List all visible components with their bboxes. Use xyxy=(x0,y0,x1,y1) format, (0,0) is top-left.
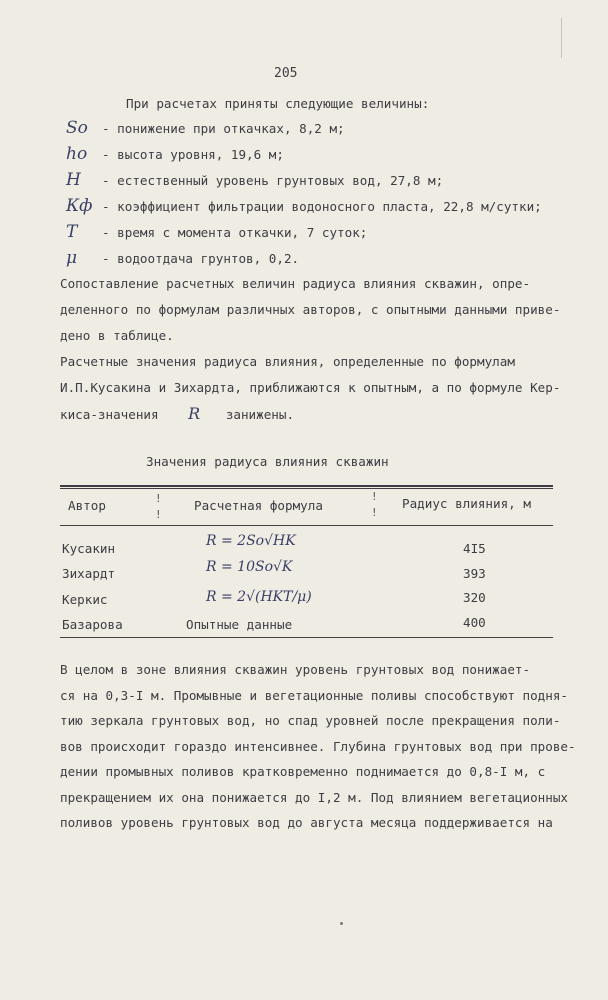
variable-text: - водоотдача грунтов, 0,2. xyxy=(102,251,300,266)
header-radius: Радиус влияния, м xyxy=(402,496,531,511)
paragraph-line: ся на 0,3-I м. Промывные и вегетационные поливы способствуют подня- xyxy=(60,688,568,703)
column-separator-mark: ! xyxy=(371,506,378,519)
variable-text: - высота уровня, 19,6 м; xyxy=(102,147,284,162)
table-top-rule-2 xyxy=(60,488,553,489)
table-bottom-rule xyxy=(60,637,553,638)
column-separator-mark: ! xyxy=(155,508,162,521)
page-number: 205 xyxy=(274,66,298,81)
variable-text: - понижение при откачках, 8,2 м; xyxy=(102,121,345,136)
variable-symbol: μ xyxy=(66,248,78,268)
paragraph-line: тию зеркала грунтовых вод, но спад уровней после прекращения поли- xyxy=(60,713,561,728)
variable-symbol: T xyxy=(66,222,78,242)
table-cell-author: Керкис xyxy=(62,592,108,607)
table-cell-author: Кусакин xyxy=(62,541,116,556)
column-separator-mark: ! xyxy=(155,492,162,505)
header-author: Автор xyxy=(68,498,106,513)
table-top-rule xyxy=(60,485,553,487)
paragraph-line: вов происходит гораздо интенсивнее. Глубина грунтовых вод при прове- xyxy=(60,739,576,754)
paragraph-line: Расчетные значения радиуса влияния, определенные по формулам xyxy=(60,354,515,369)
scan-speck xyxy=(340,922,343,925)
table-header-rule xyxy=(60,525,553,526)
variable-item xyxy=(66,248,299,268)
paragraph-line: прекращением их она понижается до I,2 м. Под влиянием вегетационных xyxy=(60,790,568,805)
table-cell-formula: R = 2So√HK xyxy=(206,533,296,549)
variable-text: - естественный уровень грунтовых вод, 27,8 м; xyxy=(102,173,444,188)
table-cell-formula: R = 2√(HKT/μ) xyxy=(206,589,312,605)
variable-symbol: ho xyxy=(66,144,88,164)
paragraph-line: И.П.Кусакина и Зихардта, приближаются к опытным, а по формуле Кер- xyxy=(60,380,561,395)
variable-item xyxy=(66,144,284,164)
table-cell-formula: R = 10So√K xyxy=(206,559,293,575)
paragraph-line: киса-значения R занижены. xyxy=(60,404,295,423)
variable-item xyxy=(66,118,345,138)
table-cell-author: Базарова xyxy=(62,617,123,632)
paragraph-line: поливов уровень грунтовых вод до августа месяца поддерживается на xyxy=(60,815,553,830)
paragraph-line: дении промывных поливов кратковременно поднимается до 0,8-I м, с xyxy=(60,764,546,779)
variable-symbol: Кф xyxy=(66,196,93,216)
paragraph-line: дено в таблице. xyxy=(60,328,174,343)
column-separator-mark: ! xyxy=(371,490,378,503)
symbol-r: R xyxy=(188,404,201,423)
variable-symbol: So xyxy=(66,118,88,138)
paragraph-line: Сопоставление расчетных величин радиуса влияния скважин, опре- xyxy=(60,276,531,291)
table-cell-author: Зихардт xyxy=(62,566,116,581)
table-cell-radius: 4I5 xyxy=(463,541,486,556)
header-formula: Расчетная формула xyxy=(194,498,323,513)
table-cell-radius: 393 xyxy=(463,566,486,581)
variable-item xyxy=(66,170,443,190)
variable-text: - коэффициент фильтрации водоносного пласта, 22,8 м/сутки; xyxy=(102,199,542,214)
table-cell-formula: Опытные данные xyxy=(186,617,293,632)
paragraph-line: деленного по формулам различных авторов, с опытными данными приве- xyxy=(60,302,561,317)
table-caption: Значения радиуса влияния скважин xyxy=(146,454,389,469)
table-cell-radius: 320 xyxy=(463,590,486,605)
intro-line: При расчетах приняты следующие величины: xyxy=(126,96,430,111)
scan-mark xyxy=(561,18,562,58)
variable-symbol: H xyxy=(66,170,81,190)
variable-item xyxy=(66,222,367,242)
variable-item xyxy=(66,196,542,216)
paragraph-line: В целом в зоне влияния скважин уровень грунтовых вод понижает- xyxy=(60,662,531,677)
table-cell-radius: 400 xyxy=(463,615,486,630)
variable-text: - время с момента откачки, 7 суток; xyxy=(102,225,368,240)
